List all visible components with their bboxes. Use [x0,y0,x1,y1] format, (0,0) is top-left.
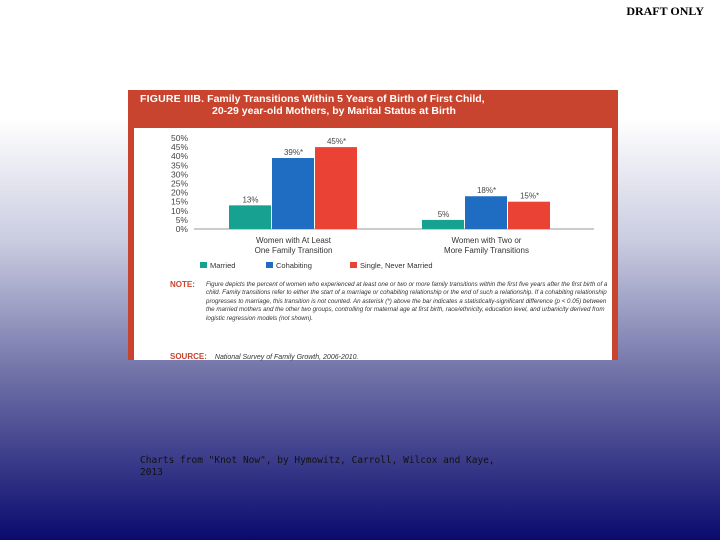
legend-swatch [350,262,357,268]
slide-caption: Charts from "Knot Now", by Hymowitz, Carroll, Wilcox and Kaye, 2013 [140,455,495,478]
bar [315,147,357,229]
figure-title-line1: Family Transitions Within 5 Years of Birth of First Child, [207,93,485,105]
data-label: 5% [437,209,450,219]
chart-panel [134,128,612,360]
legend-label: Single, Never Married [360,261,433,270]
source-line [170,352,358,361]
y-tick-label: 40% [170,151,188,162]
note-label: NOTE: [170,280,195,289]
legend-label: Married [210,261,236,270]
y-tick-label: 0% [175,224,188,234]
data-label: 39%* [283,148,304,158]
x-category-label: One Family Transition [254,246,333,255]
y-tick-label: 45% [170,142,188,153]
y-tick-label: 20% [170,187,188,198]
y-tick-label: 35% [170,160,188,171]
data-label: 15%* [519,191,540,201]
source-text: National Survey of Family Growth, 2006-2010. [214,354,359,361]
data-label: 13% [242,195,259,205]
figure-title-line2: 20-29 year-old Mothers, by Marital Status at Birth [212,105,456,117]
bar [422,220,464,229]
bar-chart [134,128,612,278]
y-tick-label: 30% [170,169,188,180]
x-category-label: Women with Two or [451,236,522,245]
source-label: SOURCE: [170,352,207,361]
legend-swatch [200,262,207,268]
x-category-label: Women with At Least [256,236,331,245]
data-label: 18%* [476,186,497,196]
x-category-label: More Family Transitions [444,246,529,255]
bar [272,158,314,229]
note-text [170,281,610,323]
y-tick-label: 15% [170,196,188,207]
bar [229,205,271,229]
draft-watermark: DRAFT ONLY [626,4,704,18]
y-tick-label: 50% [170,133,188,143]
bar [465,196,507,229]
y-tick-label: 10% [170,205,188,216]
figure-label: FIGURE IIIB. [140,93,205,105]
figure-image [128,90,618,360]
data-label: 45%* [326,137,347,147]
bar [508,202,550,229]
y-tick-label: 25% [170,178,188,189]
note-body: Figure depicts the percent of women who experienced at least one or two or more family transitions within the first five years after the first birth of a child. Family transitions refer to either the start of a marriage or cohabiting relationship or the end of such a relationship. If a cohabiting relationship progresses to marriage, this transition is not counted. An asterisk (*) above the bar indicates a statistically-significant difference (p < 0.05) between the married mothers and the other two groups, controlling for maternal age at first birth, race/ethnicity, education level, and urbanicity derived from logistic regression models (not shown). [206,281,608,322]
legend-swatch [266,262,273,268]
y-tick-label: 5% [175,214,188,225]
figure-title [140,93,610,117]
legend-label: Cohabiting [276,261,312,270]
